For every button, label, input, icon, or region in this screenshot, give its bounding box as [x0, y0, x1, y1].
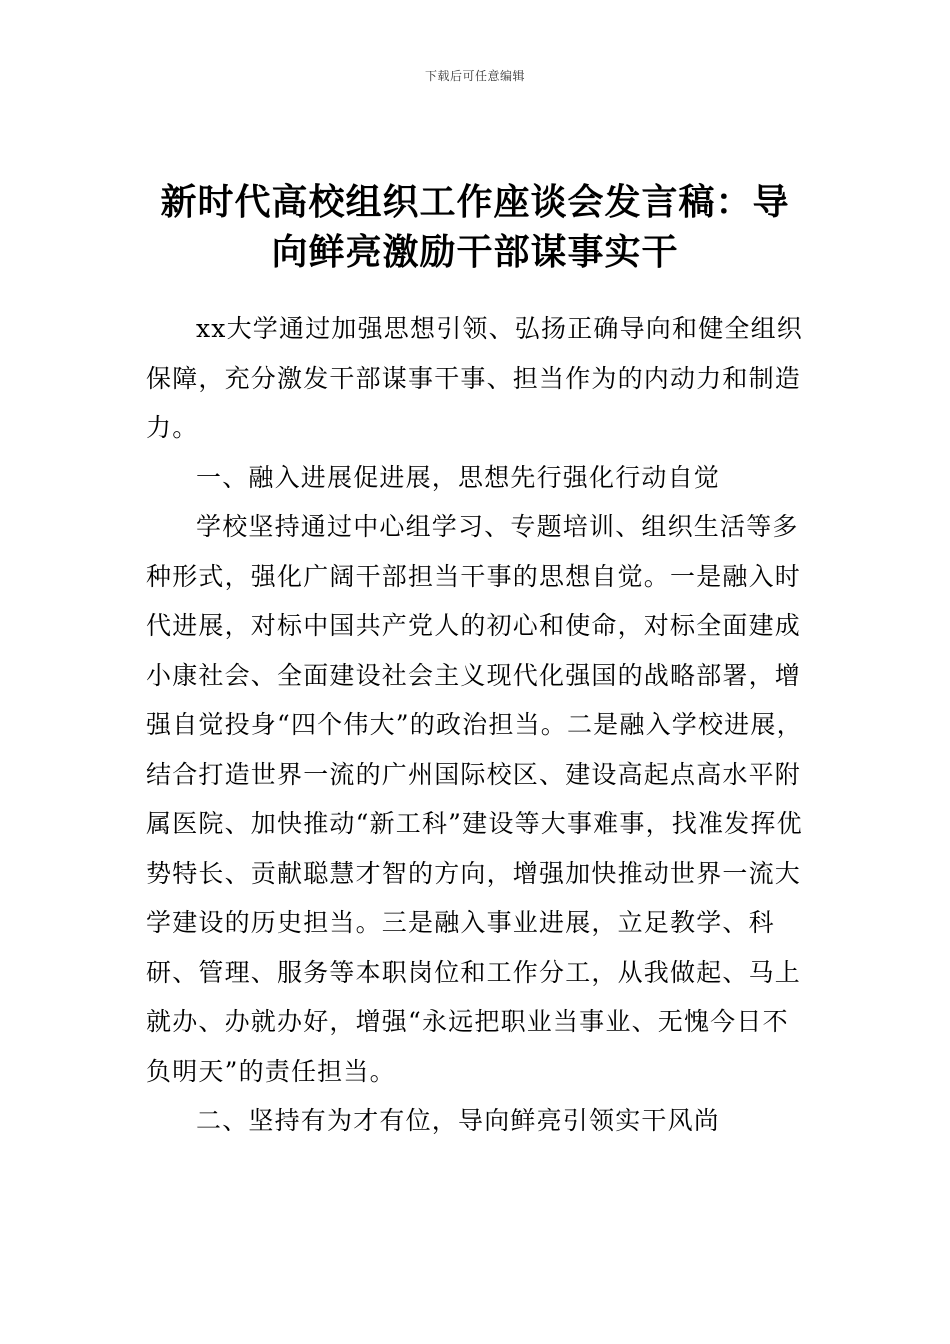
paragraph-section-1: 学校坚持通过中心组学习、专题培训、组织生活等多种形式，强化广阔干部担当干事的思想自觉。一是融入时代进展，对标中国共产党人的初心和使命，对标全面建成小康社会、全面建设社会主义现代化强国的战略部署，增强自觉投身“四个伟大”的政治担当。二是融入学校进展，结合打造世界一流的广州国际校区、建设高起点高水平附属医院、加快推动“新工科”建设等大事难事，找准发挥优势特长、贡献聪慧才智的方向，增强加快推动世界一流大学建设的历史担当。三是融入事业进展，立足教学、科研、管理、服务等本职岗位和工作分工，从我做起、马上就办、办就办好，增强“永远把职业当事业、无愧今日不负明天”的责任担当。	[146, 512, 803, 1086]
document-title: 新时代高校组织工作座谈会发言稿：导向鲜亮激励干部谋事实干	[160, 182, 790, 273]
header-note: 下载后可任意编辑	[424, 69, 525, 83]
section-heading-1: 一、融入进展促进展，思想先行强化行动自觉	[196, 462, 721, 492]
section-heading-2: 二、坚持有为才有位，导向鲜亮引领实干风尚	[196, 1106, 721, 1135]
paragraph-intro: xx大学通过加强思想引领、弘扬正确导向和健全组织保障，充分激发干部谋事干事、担当作为的内动力和制造力。	[146, 314, 804, 442]
document-body	[146, 304, 806, 1146]
